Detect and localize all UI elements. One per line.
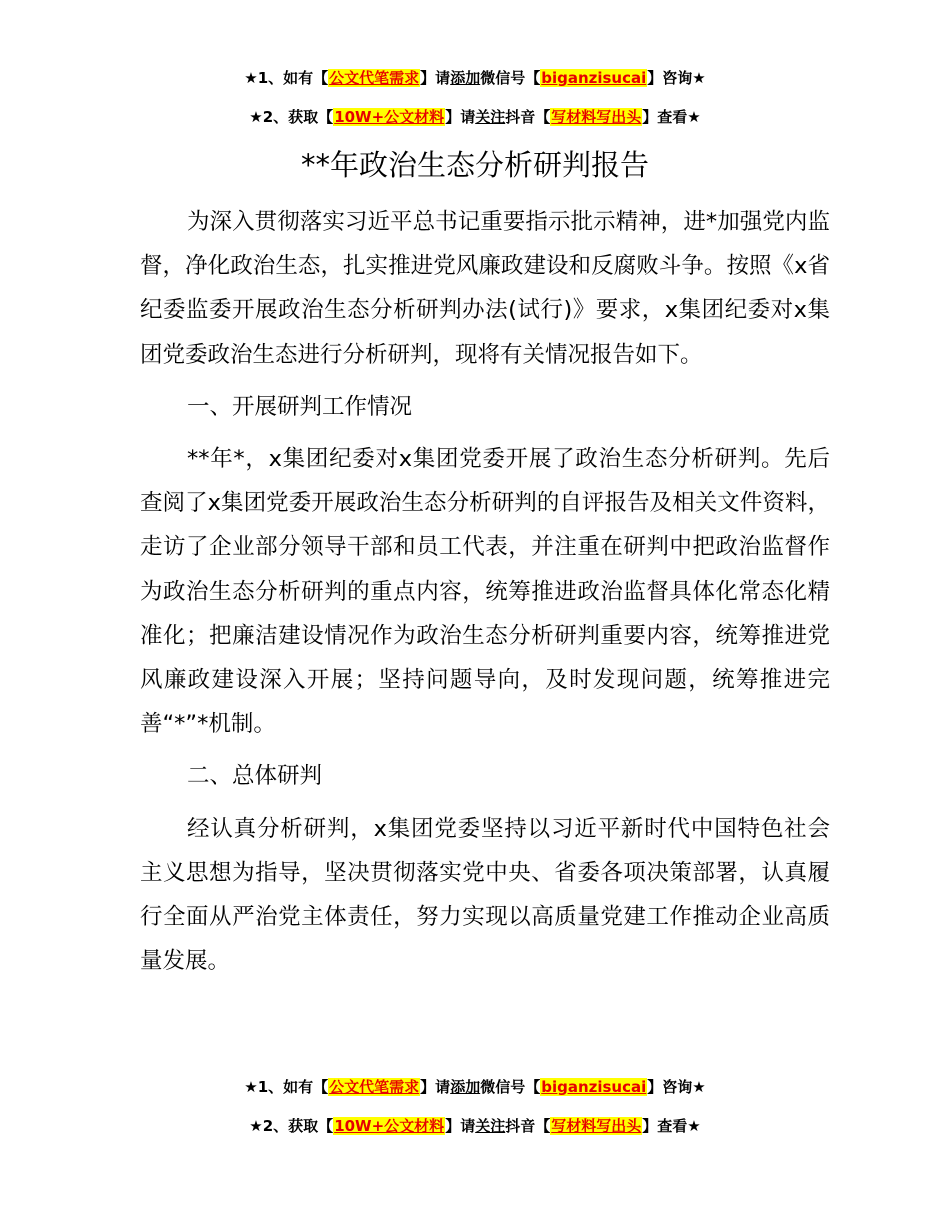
promo-highlight-douyin: 写材料写出头 — [551, 1117, 642, 1135]
document-body — [140, 200, 830, 983]
promo-text: 抖音【 — [505, 1117, 551, 1135]
promo-text: 】查看★ — [642, 108, 701, 126]
promo-highlight-service: 公文代笔需求 — [329, 69, 420, 87]
promo-text: 微信号【 — [480, 1078, 541, 1096]
promo-text: 微信号【 — [480, 69, 541, 87]
promo-text: ★2、获取【 — [249, 1117, 334, 1135]
promo-text: 】查看★ — [642, 1117, 701, 1135]
section-heading-2: 二、总体研判 — [187, 763, 323, 790]
promo-highlight-wechat-id: biganzisucai — [541, 1078, 647, 1096]
promo-highlight-service: 公文代笔需求 — [329, 1078, 420, 1096]
promo-text: 】咨询★ — [647, 1078, 706, 1096]
footer-promo-line-2 — [0, 1115, 950, 1137]
promo-highlight-wechat-id: biganzisucai — [541, 69, 647, 87]
document-title: **年政治生态分析研判报告 — [300, 148, 649, 182]
promo-highlight-materials: 10W+公文材料 — [334, 108, 445, 126]
promo-underline: 添加 — [450, 1078, 481, 1096]
paragraph-section-1: **年*，x集团纪委对x集团党委开展了政治生态分析研判。先后查阅了x集团党委开展政治生态分析研判的自评报告及相关文件资料，走访了企业部分领导干部和员工代表，并注重在研判中把政治监督作为政治生态分析研判的重点内容，统筹推进政治监督具体化常态化精准化；把廉洁建设情况作为政治生态分析研判重要内容，统筹推进党风廉政建设深入开展；坚持问题导向，及时发现问题，统筹推进完善“*”*机制。 — [140, 446, 830, 738]
promo-highlight-materials: 10W+公文材料 — [334, 1117, 445, 1135]
promo-text: 】请 — [420, 1078, 451, 1096]
promo-text: ★2、获取【 — [249, 108, 334, 126]
paragraph-section-2: 经认真分析研判，x集团党委坚持以习近平新时代中国特色社会主义思想为指导，坚决贯彻落实党中央、省委各项决策部署，认真履行全面从严治党主体责任，努力实现以高质量党建工作推动企业高质量发展。 — [140, 815, 830, 975]
header-promo-line-1 — [0, 67, 950, 89]
promo-underline: 关注 — [475, 108, 506, 126]
promo-underline: 添加 — [450, 69, 481, 87]
footer-promo-line-1 — [0, 1076, 950, 1098]
promo-text: 】请 — [445, 1117, 476, 1135]
promo-text: 】请 — [445, 108, 476, 126]
promo-text: ★1、如有【 — [244, 1078, 329, 1096]
promo-text: ★1、如有【 — [244, 69, 329, 87]
promo-text: 抖音【 — [505, 108, 551, 126]
promo-text: 】咨询★ — [647, 69, 706, 87]
promo-underline: 关注 — [475, 1117, 506, 1135]
header-promo-line-2 — [0, 106, 950, 128]
promo-text: 】请 — [420, 69, 451, 87]
section-heading-1: 一、开展研判工作情况 — [187, 393, 413, 420]
paragraph-intro: 为深入贯彻落实习近平总书记重要指示批示精神，进*加强党内监督，净化政治生态，扎实推进党风廉政建设和反腐败斗争。按照《x省纪委监委开展政治生态分析研判办法(试行)》要求，x集团纪委对x集团党委政治生态进行分析研判，现将有关情况报告如下。 — [140, 209, 830, 368]
promo-highlight-douyin: 写材料写出头 — [551, 108, 642, 126]
